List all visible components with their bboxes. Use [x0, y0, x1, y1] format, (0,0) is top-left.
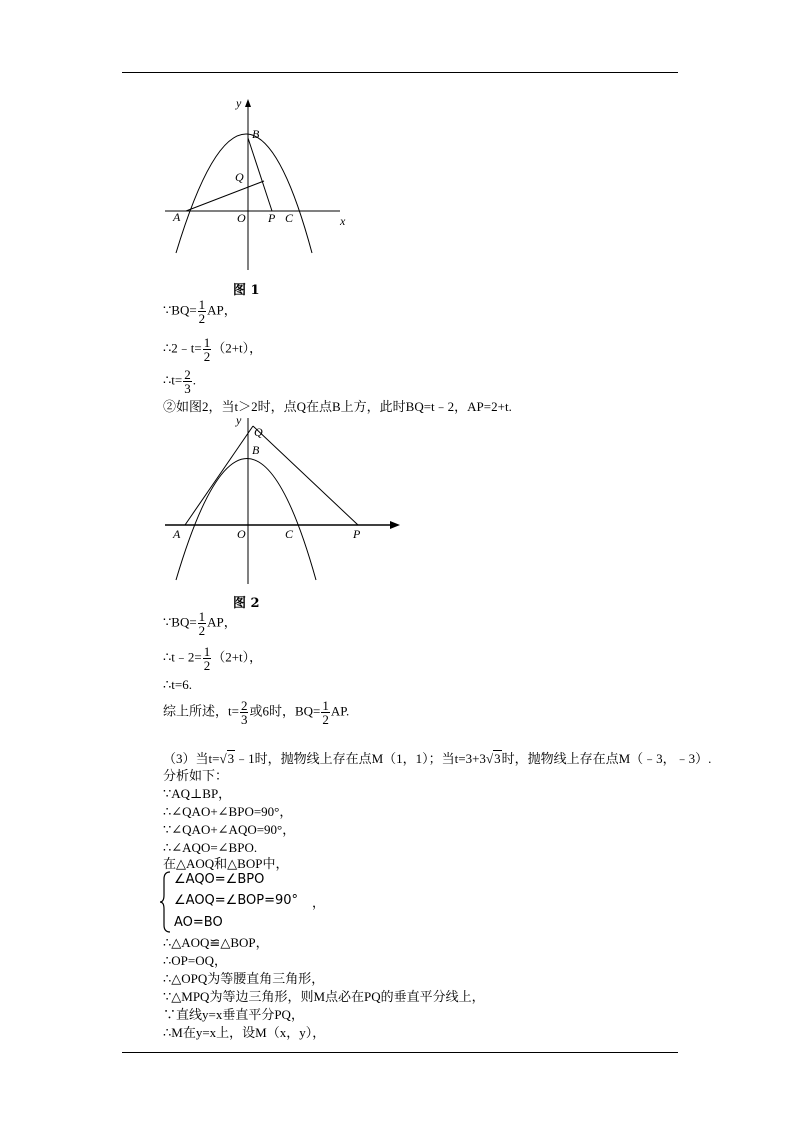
- part-3-after-3: ∵△MPQ为等边三角形，则M点必在PQ的垂直平分线上，: [163, 989, 485, 1004]
- top-rule: [122, 72, 678, 73]
- eq-bq-half-ap-2: ∵BQ= $\frac{1}{2}$ AP，: [163, 609, 237, 638]
- eq-t-two-thirds: ∴t= $\frac{2}{3}$ .: [163, 367, 196, 396]
- system-eq-3: AO=BO: [174, 915, 223, 930]
- part-3-after-0: ∴△AOQ≌△BOP，: [163, 935, 269, 950]
- label-A: A: [173, 527, 181, 541]
- segment-BP: [248, 138, 272, 211]
- eq-t-minus-2: ∴t﹣2= $\frac{1}{2}$ （2+t），: [163, 644, 263, 673]
- part-3-line-3: ∵∠QAO+∠AQO=90°，: [163, 822, 296, 837]
- parabola: [176, 134, 312, 253]
- case-2-text: ②如图2，当t＞2时，点Q在点B上方，此时BQ=t﹣2，AP=2+t.: [163, 399, 512, 414]
- eq-2-minus-t: ∴2﹣t= $\frac{1}{2}$ （2+t），: [163, 335, 263, 364]
- label-x: x: [340, 214, 346, 228]
- label-O: O: [237, 527, 246, 541]
- label-A: A: [173, 210, 181, 224]
- label-B: B: [252, 443, 260, 457]
- part-3-line-5: 在△AOQ和△BOP中，: [163, 856, 289, 871]
- label-C: C: [285, 527, 294, 541]
- summary-line: 综上所述，t= $\frac{2}{3}$ 或6时，BQ= $\frac{1}{2}$ AP.: [163, 698, 350, 727]
- figure-2: [160, 412, 405, 592]
- eq-bq-half-ap-1: ∵BQ= $\frac{1}{2}$ AP，: [163, 297, 237, 326]
- system-brace: [160, 871, 174, 933]
- eq-t-6: ∴t=6.: [163, 677, 192, 692]
- figure-2-caption: 图 2: [233, 596, 260, 611]
- figure-1: [160, 95, 360, 275]
- system-eq-1: ∠AQO=∠BPO: [174, 872, 265, 887]
- figure-1-caption: 图 1: [233, 283, 260, 298]
- label-y: y: [236, 413, 242, 427]
- part-3-heading: （3）当t=√3﹣1时，抛物线上存在点M（1，1）；当t=3+3√3时，抛物线上存在点M（﹣3，﹣3）.: [163, 751, 712, 766]
- system-eq-2: ∠AOQ=∠BOP=90°: [174, 893, 299, 908]
- part-3-line-2: ∴∠QAO+∠BPO=90°，: [163, 804, 293, 819]
- bottom-rule: [122, 1052, 678, 1053]
- system-tail: ，: [312, 895, 326, 910]
- label-B: B: [252, 127, 260, 141]
- part-3-after-4: ∵直线y=x垂直平分PQ，: [163, 1007, 304, 1022]
- label-P: P: [353, 527, 361, 541]
- part-3-after-1: ∴OP=OQ，: [163, 953, 227, 968]
- parabola: [176, 459, 316, 581]
- label-P: P: [268, 211, 276, 225]
- segment-AQ: [185, 426, 253, 525]
- label-C: C: [285, 211, 294, 225]
- part-3-line-0: 分析如下：: [163, 768, 229, 783]
- label-y: y: [236, 96, 242, 110]
- label-O: O: [237, 211, 246, 225]
- part-3-after-5: ∴M在y=x上，设M（x，y），: [163, 1025, 326, 1040]
- part-3-after-2: ∴△OPQ为等腰直角三角形，: [163, 971, 325, 986]
- label-Q: Q: [254, 425, 263, 439]
- segment-AQ: [186, 181, 264, 211]
- part-3-line-4: ∴∠AQO=∠BPO.: [163, 840, 258, 855]
- label-Q: Q: [235, 170, 244, 184]
- segment-QP: [253, 426, 358, 525]
- part-3-line-1: ∵AQ⊥BP，: [163, 786, 232, 801]
